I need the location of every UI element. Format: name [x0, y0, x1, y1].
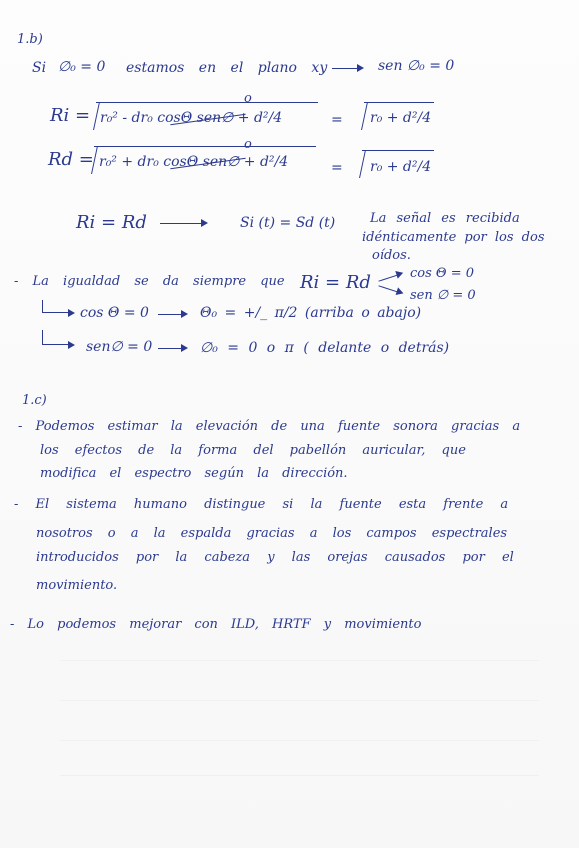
rd-equals: = [331, 160, 343, 176]
line1-result: sen ∅₀ = 0 [378, 58, 455, 74]
rd-label: Rd = [48, 149, 94, 170]
section-label-1b: 1.b) [17, 32, 43, 47]
b1-line-1: - Podemos estimar la elevación de una fuente sonora gracias a [18, 419, 521, 434]
section-label-1c: 1.c) [22, 393, 47, 408]
b2-line-2: nosotros o a la espalda gracias a los campos espectrales [36, 526, 508, 541]
eq-line-text-2: idénticamente por los dos [362, 230, 545, 245]
arrow-icon [158, 348, 186, 349]
arrow-up-icon [378, 273, 401, 281]
sub1-right: Θ₀ = +/_ π/2 (arriba o abajo) [200, 305, 422, 321]
ri-label: Ri = [50, 105, 91, 126]
arrow-icon [332, 68, 362, 69]
eq-line-text-1: La señal es recibida [370, 211, 520, 226]
b2-line-1: - El sistema humano distingue si la fuente esta frente a [14, 497, 509, 512]
b1-line-2: los efectos de la forma del pabellón auricular, que [40, 443, 466, 458]
line1-phi: ∅₀ = 0 [58, 59, 106, 75]
sub1-left: cos Θ = 0 [80, 305, 149, 321]
ri-zero-mark: o [244, 91, 252, 106]
bullet-igualdad: - La igualdad se da siempre que [14, 274, 285, 289]
ri-equals: = [331, 112, 343, 128]
eq-line-text-3: oídos. [372, 248, 411, 263]
rd-zero-mark: o [244, 137, 252, 152]
eq-line-left: Ri = Rd [76, 212, 147, 233]
ri-result: r₀ + d²/4 [370, 110, 432, 126]
arrow-down-icon [378, 285, 401, 293]
arrow-icon [158, 314, 186, 315]
b1-line-3: modifica el espectro según la dirección. [40, 466, 348, 481]
hook-arrow-icon [42, 330, 71, 345]
eq-line-mid: Si (t) = Sd (t) [240, 215, 336, 231]
line1-si: Si [32, 60, 47, 76]
b3-line-1: - Lo podemos mejorar con ILD, HRTF y movimiento [10, 617, 422, 632]
cond-sen: sen ∅ = 0 [410, 288, 476, 303]
hook-arrow-icon [42, 300, 71, 313]
ri-inner: r₀² - dr₀ cosΘ sen∅ + d²/4 [100, 110, 283, 126]
rd-inner: r₀² + dr₀ cosΘ sen∅ + d²/4 [99, 154, 289, 170]
sub2-left: sen∅ = 0 [86, 339, 153, 355]
sub2-right: ∅₀ = 0 o π ( delante o detrás) [200, 340, 450, 356]
bullet-igualdad-cond: Ri = Rd [300, 272, 371, 293]
line1-text: estamos en el plano xy [126, 60, 328, 76]
rd-result: r₀ + d²/4 [370, 159, 432, 175]
b2-line-4: movimiento. [36, 578, 118, 593]
cond-cos: cos Θ = 0 [410, 266, 474, 281]
b2-line-3: introducidos por la cabeza y las orejas causados por el [36, 550, 514, 565]
arrow-icon [160, 223, 206, 224]
